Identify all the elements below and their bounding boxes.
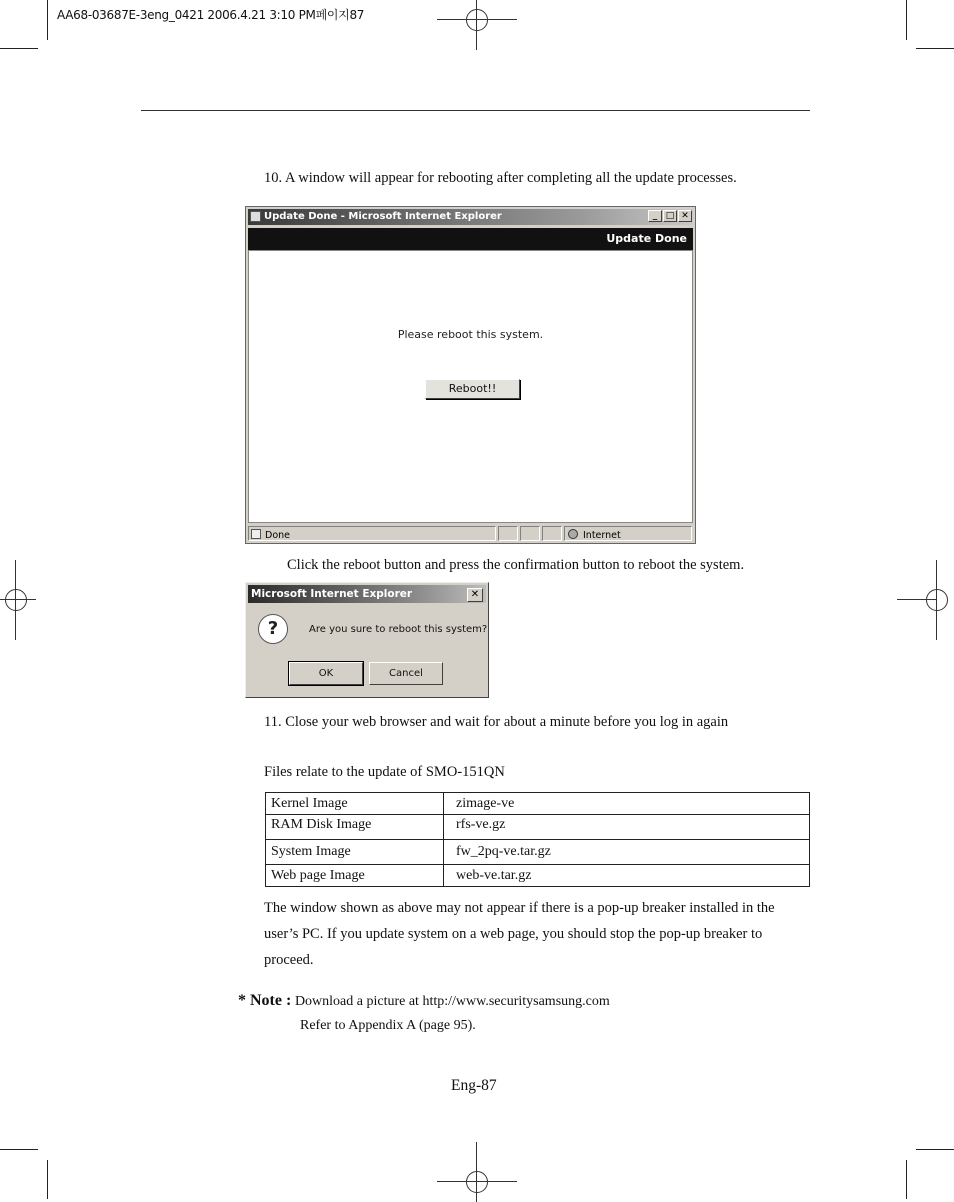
files-caption: Files relate to the update of SMO-151QN	[264, 764, 505, 780]
table-cell: RAM Disk Image	[266, 815, 444, 840]
ie-window	[245, 206, 696, 544]
click-instruction: Click the reboot button and press the confirmation button to reboot the system.	[287, 557, 745, 573]
registration-mark	[0, 580, 36, 620]
ie-page-icon	[250, 211, 261, 222]
dialog-title-bar	[248, 585, 486, 603]
crop-mark	[916, 48, 954, 49]
ie-content	[248, 250, 693, 523]
top-rule	[141, 110, 810, 111]
ie-status-bar	[248, 525, 693, 542]
reboot-message: Please reboot this system.	[397, 328, 544, 341]
note-line-1: Download a picture at http://www.securitysamsung.com	[294, 994, 610, 1009]
crop-mark	[916, 1149, 954, 1150]
confirm-dialog	[245, 582, 489, 698]
cancel-button[interactable]: Cancel	[369, 662, 443, 685]
dialog-title: Microsoft Internet Explorer	[251, 588, 413, 600]
ie-title-bar	[248, 209, 693, 225]
crop-mark	[906, 1160, 907, 1199]
globe-icon	[568, 529, 578, 539]
ie-page-header: Update Done	[248, 228, 693, 250]
note-label: * Note :	[238, 992, 292, 1009]
popup-note-line: user’s PC. If you update system on a web page, you should stop the pop-up breaker to	[264, 926, 763, 942]
table-cell: Web page Image	[266, 865, 444, 887]
table-cell: System Image	[266, 840, 444, 865]
step-10-text: 10. A window will appear for rebooting after completing all the update processes.	[264, 170, 737, 186]
question-icon: ?	[258, 614, 288, 644]
close-icon[interactable]: ✕	[678, 210, 692, 222]
crop-mark	[906, 0, 907, 40]
popup-note	[264, 895, 775, 973]
note-block	[238, 988, 610, 1015]
dialog-message: Are you sure to reboot this system?	[309, 624, 488, 635]
reboot-button[interactable]: Reboot!!	[425, 379, 520, 399]
note-line-2: Refer to Appendix A (page 95).	[300, 1018, 476, 1033]
table-row	[266, 815, 810, 840]
table-row	[266, 865, 810, 887]
page-done-icon	[251, 529, 261, 539]
status-text: Done	[265, 530, 290, 541]
table-cell: Kernel Image	[266, 793, 444, 815]
page-number: Eng-87	[451, 1077, 497, 1094]
table-row	[266, 793, 810, 815]
maximize-icon[interactable]: □	[663, 210, 677, 222]
crop-mark	[0, 48, 38, 49]
crop-mark	[47, 0, 48, 40]
zone-text: Internet	[583, 530, 621, 541]
close-icon[interactable]: ✕	[467, 588, 483, 602]
minimize-icon[interactable]: _	[648, 210, 662, 222]
table-cell: fw_2pq-ve.tar.gz	[444, 840, 810, 865]
table-cell: zimage-ve	[444, 793, 810, 815]
table-cell: rfs-ve.gz	[444, 815, 810, 840]
print-header: AA68-03687E-3eng_0421 2006.4.21 3:10 PM페이지87	[57, 8, 365, 22]
ie-title-text: Update Done - Microsoft Internet Explorer	[264, 211, 502, 222]
table-cell: web-ve.tar.gz	[444, 865, 810, 887]
registration-mark	[457, 0, 497, 40]
files-table	[265, 792, 810, 887]
ok-button[interactable]: OK	[289, 662, 363, 685]
registration-mark	[917, 580, 954, 620]
popup-note-line: The window shown as above may not appear if there is a pop-up breaker installed in the	[264, 900, 775, 916]
step-11-text: 11. Close your web browser and wait for about a minute before you log in again	[264, 714, 729, 730]
crop-mark	[47, 1160, 48, 1199]
crop-mark	[0, 1149, 38, 1150]
popup-note-line: proceed.	[264, 952, 314, 968]
registration-mark	[457, 1162, 497, 1202]
table-row	[266, 840, 810, 865]
